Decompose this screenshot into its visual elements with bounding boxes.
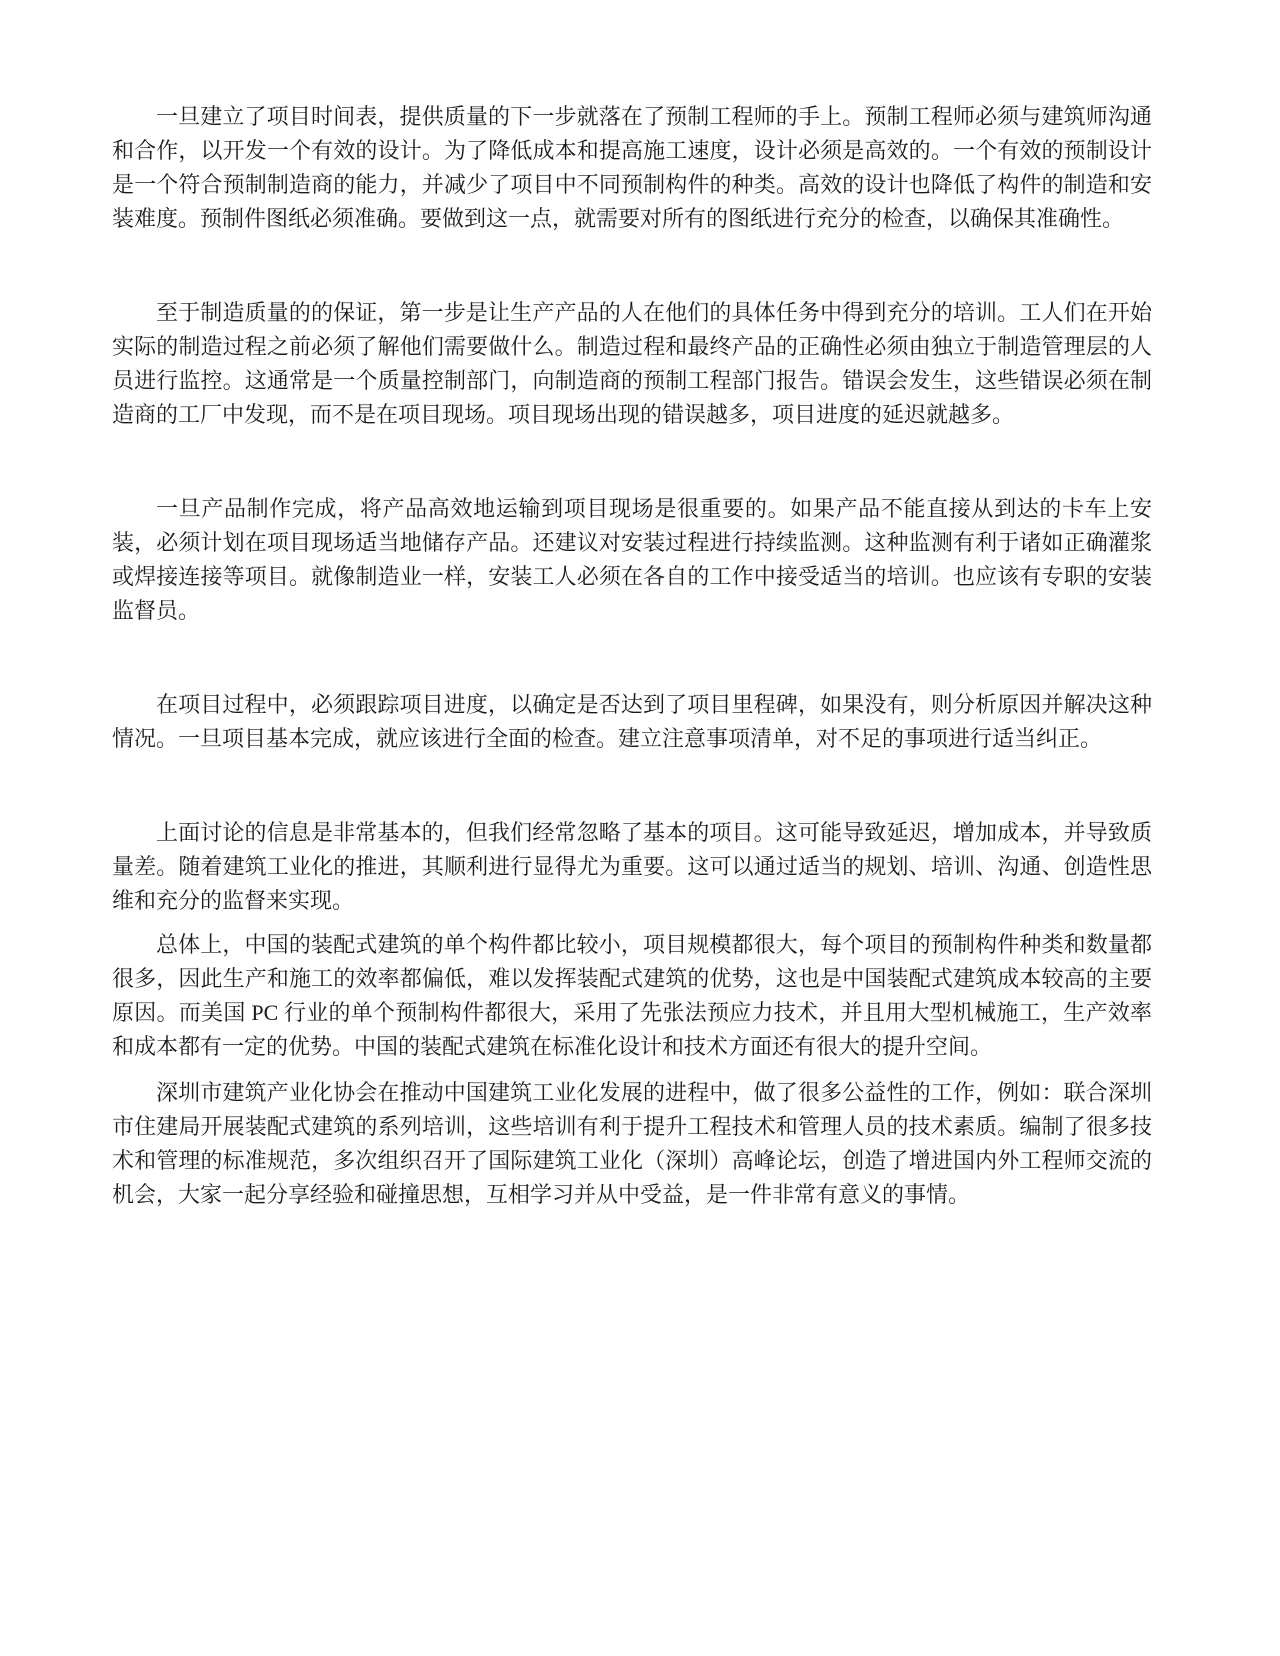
document-body xyxy=(112,100,1152,1212)
paragraph-transport-installation: 一旦产品制作完成，将产品高效地运输到项目现场是很重要的。如果产品不能直接从到达的卡车上安装，必须计划在项目现场适当地储存产品。还建议对安装过程进行持续监测。这种监测有利于诸如正确灌浆或焊接连接等项目。就像制造业一样，安装工人必须在各自的工作中接受适当的培训。也应该有专职的安装监督员。 xyxy=(112,496,1152,623)
paragraph-china-us-comparison: 总体上，中国的装配式建筑的单个构件都比较小，项目规模都很大，每个项目的预制构件种类和数量都很多，因此生产和施工的效率都偏低，难以发挥装配式建筑的优势，这也是中国装配式建筑成本较高的主要原因。而美国 PC 行业的单个预制构件都很大，采用了先张法预应力技术，并且用大型机械施工，生产效率和成本都有一定的优势。中国的装配式建筑在标准化设计和技术方面还有很大的提升空间。 xyxy=(112,932,1152,1059)
paragraph-project-schedule: 一旦建立了项目时间表，提供质量的下一步就落在了预制工程师的手上。预制工程师必须与建筑师沟通和合作，以开发一个有效的设计。为了降低成本和提高施工速度，设计必须是高效的。一个有效的预制设计是一个符合预制制造商的能力，并减少了项目中不同预制构件的种类。高效的设计也降低了构件的制造和安装难度。预制件图纸必须准确。要做到这一点，就需要对所有的图纸进行充分的检查，以确保其准确性。 xyxy=(112,104,1152,231)
paragraph-manufacturing-quality: 至于制造质量的的保证，第一步是让生产产品的人在他们的具体任务中得到充分的培训。工人们在开始实际的制造过程之前必须了解他们需要做什么。制造过程和最终产品的正确性必须由独立于制造管理层的人员进行监控。这通常是一个质量控制部门，向制造商的预制工程部门报告。错误会发生，这些错误必须在制造商的工厂中发现，而不是在项目现场。项目现场出现的错误越多，项目进度的延迟就越多。 xyxy=(112,300,1152,427)
paragraph-summary-basics: 上面讨论的信息是非常基本的，但我们经常忽略了基本的项目。这可能导致延迟，增加成本，并导致质量差。随着建筑工业化的推进，其顺利进行显得尤为重要。这可以通过适当的规划、培训、沟通、创造性思维和充分的监督来实现。 xyxy=(112,820,1152,913)
paragraph-shenzhen-association: 深圳市建筑产业化协会在推动中国建筑工业化发展的进程中，做了很多公益性的工作，例如：联合深圳市住建局开展装配式建筑的系列培训，这些培训有利于提升工程技术和管理人员的技术素质。编制了很多技术和管理的标准规范，多次组织召开了国际建筑工业化（深圳）高峰论坛，创造了增进国内外工程师交流的机会，大家一起分享经验和碰撞思想，互相学习并从中受益，是一件非常有意义的事情。 xyxy=(112,1080,1152,1207)
paragraph-progress-tracking: 在项目过程中，必须跟踪项目进度，以确定是否达到了项目里程碑，如果没有，则分析原因并解决这种情况。一旦项目基本完成，就应该进行全面的检查。建立注意事项清单，对不足的事项进行适当纠正。 xyxy=(112,692,1152,751)
